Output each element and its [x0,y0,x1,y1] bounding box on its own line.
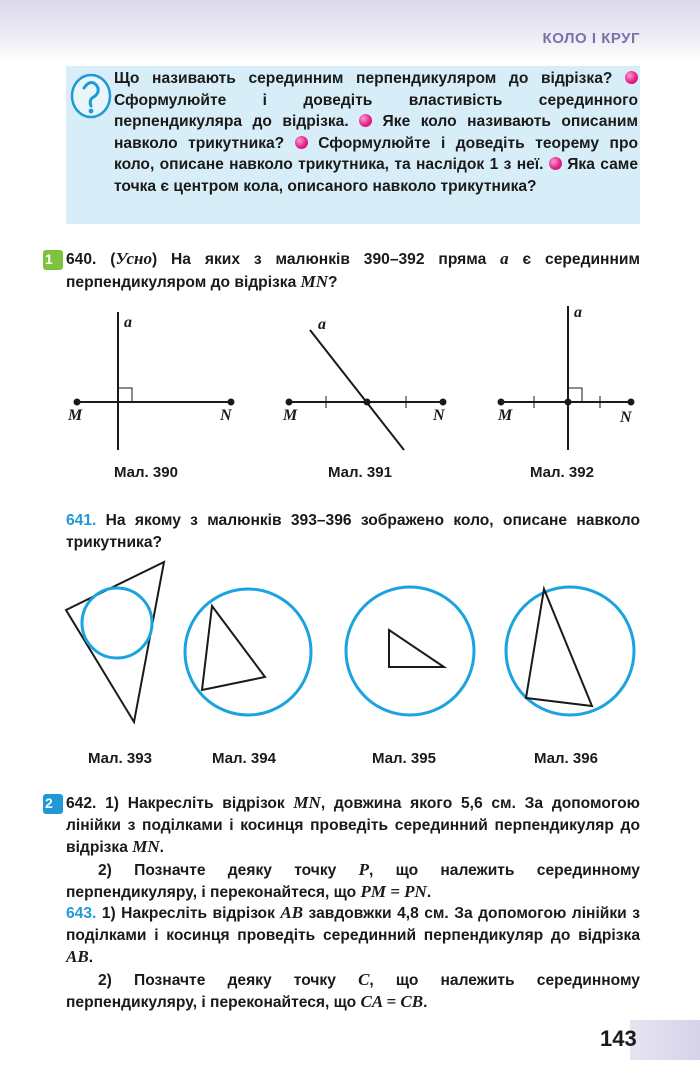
label-a: a [124,314,132,331]
point-n [628,399,635,406]
level-2-badge: 2 [43,794,63,814]
circle [346,587,474,715]
midpoint [565,399,572,406]
figure-394 [185,589,311,715]
task-642-number: 642. [66,795,97,812]
task-643-part-2: 2) Позначте деяку точку C, що належить серединному перпендикуляру, і переконайтеся, що CA = CB. [66,969,640,1012]
caption-395: Мал. 395 [372,750,436,767]
label-a: a [574,304,582,321]
question-1: Що називають серединним перпендикуляром до відрізка? [114,70,625,87]
figure-391 [282,316,447,450]
question-4: Сформулюйте і доведіть теорему про коло, описане навколо трикутника, та наслідок 1 з неї. [114,134,638,174]
figure-396 [506,587,634,715]
page-number-tab [630,1020,700,1060]
question-3: Яке коло називають описаним навколо трикутника? [114,113,638,152]
caption-392: Мал. 392 [530,464,594,481]
label-m: M [283,407,298,424]
page-number: 143 [600,1026,637,1051]
circle [185,589,311,715]
task-643: 643. 1) Накресліть відрізок AB завдовжки 4,8 см. За допомогою лінійки з поділками і косинця проведіть серединний перпендикуляр до відрізка AB. 2) Позначте деяку точку C, що належить серединному перпендикуляру, і переконайтеся, що CA = CB. [66,902,640,1014]
label-m: M [68,407,83,424]
task-641: 641. На якому з малюнків 393–396 зображено коло, описане навколо трикутника? [66,512,640,551]
label-a: a [318,316,326,333]
label-n: N [220,407,232,424]
figure-390 [67,312,235,450]
point-m [498,399,505,406]
caption-391: Мал. 391 [328,464,392,481]
oral-label: Усно [115,249,152,268]
caption-396: Мал. 396 [534,750,598,767]
task-643-number: 643. [66,905,97,922]
task-642-part-2: 2) Позначте деяку точку P, що належить серединному перпендикуляру, і переконайтеся, що PM = PN. [66,859,640,902]
triangle [202,606,265,690]
question-5: Яка саме точка є центром кола, описаного навколо трикутника? [114,156,638,195]
level-1-badge: 1 [43,250,63,270]
task-642: 642. 1) Накресліть відрізок MN, довжина якого 5,6 см. За допомогою лінійки з поділками і косинця проведіть серединний перпендикуляр до відрізка MN. 2) Позначте деяку точку P, що належить серединному перпендикуляру, і переконайтеся, що PM = PN. [66,792,640,904]
right-angle-mark [118,388,132,402]
figure-395 [346,587,474,715]
task-641-number: 641. [66,512,97,529]
line-a [310,330,404,450]
triangle [526,589,592,706]
circle [82,588,152,658]
point-n [228,399,235,406]
task-640: 640. (Усно) На яких з малюнків 390–392 пряма a є серединним перпендикуляром до відрізка MN? [66,249,641,291]
triangle [66,562,164,722]
point-m [286,399,293,406]
task-640-number: 640. [66,251,97,268]
point-n [440,399,447,406]
label-m: M [498,407,513,424]
caption-394: Мал. 394 [212,750,276,767]
caption-390: Мал. 390 [114,464,178,481]
point-m [74,399,81,406]
caption-393: Мал. 393 [88,750,152,767]
figure-393 [66,562,164,722]
chapter-title: КОЛО І КРУГ [542,30,640,47]
figure-392 [497,304,635,450]
triangle [389,630,444,667]
question-2: Сформулюйте і доведіть властивість серединного перпендикуляра до відрізка. [114,91,638,131]
label-n: N [433,407,445,424]
label-n: N [620,409,632,426]
midpoint [364,399,371,406]
